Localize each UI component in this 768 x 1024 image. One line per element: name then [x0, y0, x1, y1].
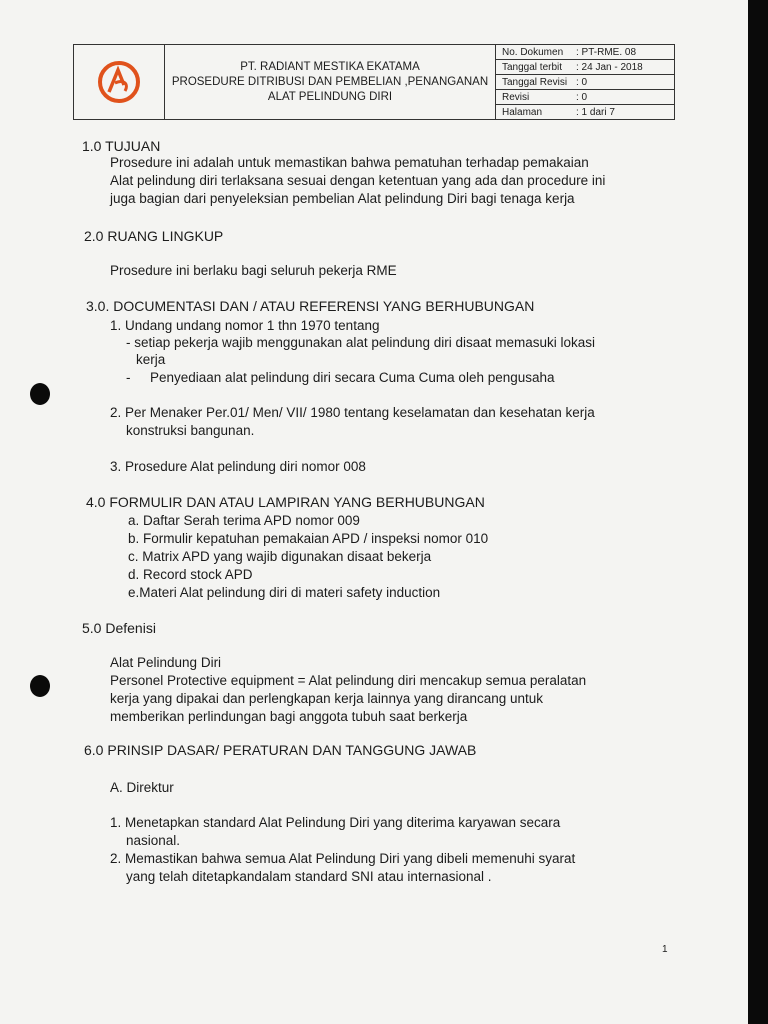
section-3-item: konstruksi bangunan. [126, 423, 255, 438]
meta-row-doc-number [496, 45, 674, 60]
section-5-line: memberikan perlindungan bagi anggota tubuh saat berkerja [110, 709, 468, 724]
section-3-heading: 3.0. DOCUMENTASI DAN / ATAU REFERENSI YANG BERHUBUNGAN [86, 298, 535, 314]
meta-value: : 1 dari 7 [576, 106, 615, 118]
section-4-heading: 4.0 FORMULIR DAN ATAU LAMPIRAN YANG BERHUBUNGAN [86, 494, 485, 510]
section-3-subitem: - setiap pekerja wajib menggunakan alat pelindung diri disaat memasuki lokasi [126, 335, 596, 350]
section-3-item: 2. Per Menaker Per.01/ Men/ VII/ 1980 tentang keselamatan dan kesehatan kerja [110, 405, 595, 420]
section-3-subitem: Penyediaan alat pelindung diri secara Cuma Cuma oleh pengusaha [150, 370, 555, 385]
section-1-line: Prosedure ini adalah untuk memastikan bahwa pematuhan terhadap pemakaian [110, 155, 589, 170]
document-meta [496, 45, 674, 119]
document-title-line2: ALAT PELINDUNG DIRI [267, 90, 393, 103]
page-number: 1 [662, 944, 668, 955]
section-1-line: juga bagian dari penyeleksian pembelian Alat pelindung Diri bagi tenaga kerja [110, 191, 575, 206]
section-2-text: Prosedure ini berlaku bagi seluruh pekerja RME [110, 263, 397, 278]
section-1-heading: 1.0 TUJUAN [82, 138, 161, 154]
company-name: PT. RADIANT MESTIKA EKATAMA [240, 60, 420, 73]
meta-row-page [496, 105, 674, 119]
section-6-item: 1. Menetapkan standard Alat Pelindung Diri yang diterima karyawan secara [110, 815, 561, 830]
meta-value: : 0 [576, 91, 588, 103]
meta-row-revision [496, 90, 674, 105]
section-5-heading: 5.0 Defenisi [82, 620, 156, 636]
section-3-item: 1. Undang undang nomor 1 thn 1970 tentang [110, 318, 380, 333]
title-cell [165, 45, 496, 119]
section-5-line: Personel Protective equipment = Alat pelindung diri mencakup semua peralatan [110, 673, 587, 688]
scan-edge [748, 0, 768, 1024]
punch-hole-top [30, 383, 50, 405]
section-6-subheading: A. Direktur [110, 780, 174, 795]
section-6-item: 2. Memastikan bahwa semua Alat Pelindung Diri yang dibeli memenuhi syarat [110, 851, 576, 866]
section-3-subitem: kerja [136, 352, 166, 367]
dash-bullet: - [126, 370, 131, 385]
document-title-line1: PROSEDURE DITRIBUSI DAN PEMBELIAN ,PENANGANAN [171, 75, 489, 88]
logo-cell [74, 45, 165, 119]
section-6-item: nasional. [126, 833, 181, 848]
meta-row-revision-date [496, 75, 674, 90]
document-header [73, 44, 675, 120]
meta-key: Tanggal terbit [502, 61, 563, 73]
section-4-item: e.Materi Alat pelindung diri di materi safety induction [128, 585, 441, 600]
section-5-term: Alat Pelindung Diri [110, 655, 222, 670]
meta-value: : 0 [576, 76, 588, 88]
section-6-heading: 6.0 PRINSIP DASAR/ PERATURAN DAN TANGGUNG JAWAB [84, 742, 477, 758]
punch-hole-bottom [30, 675, 50, 697]
section-3-item: 3. Prosedure Alat pelindung diri nomor 008 [110, 459, 366, 474]
section-4-item: b. Formulir kepatuhan pemakaian APD / inspeksi nomor 010 [128, 531, 489, 546]
section-5-line: kerja yang dipakai dan perlengkapan kerja lainnya yang dirancang untuk [110, 691, 544, 706]
section-4-item: c. Matrix APD yang wajib digunakan disaat bekerja [128, 549, 432, 564]
section-4-item: a. Daftar Serah terima APD nomor 009 [128, 513, 360, 528]
section-4-item: d. Record stock APD [128, 567, 253, 582]
meta-key: Revisi [502, 91, 530, 103]
section-2-heading: 2.0 RUANG LINGKUP [84, 228, 224, 244]
meta-key: Halaman [502, 106, 543, 118]
meta-key: Tanggal Revisi [502, 76, 568, 88]
meta-value: : 24 Jan - 2018 [576, 61, 643, 73]
company-logo [96, 59, 142, 105]
meta-value: : PT-RME. 08 [576, 46, 637, 58]
meta-row-issue-date [496, 60, 674, 75]
section-6-item: yang telah ditetapkandalam standard SNI atau internasional . [126, 869, 492, 884]
section-1-line: Alat pelindung diri terlaksana sesuai dengan ketentuan yang ada dan procedure ini [110, 173, 606, 188]
meta-key: No. Dokumen [502, 46, 564, 58]
